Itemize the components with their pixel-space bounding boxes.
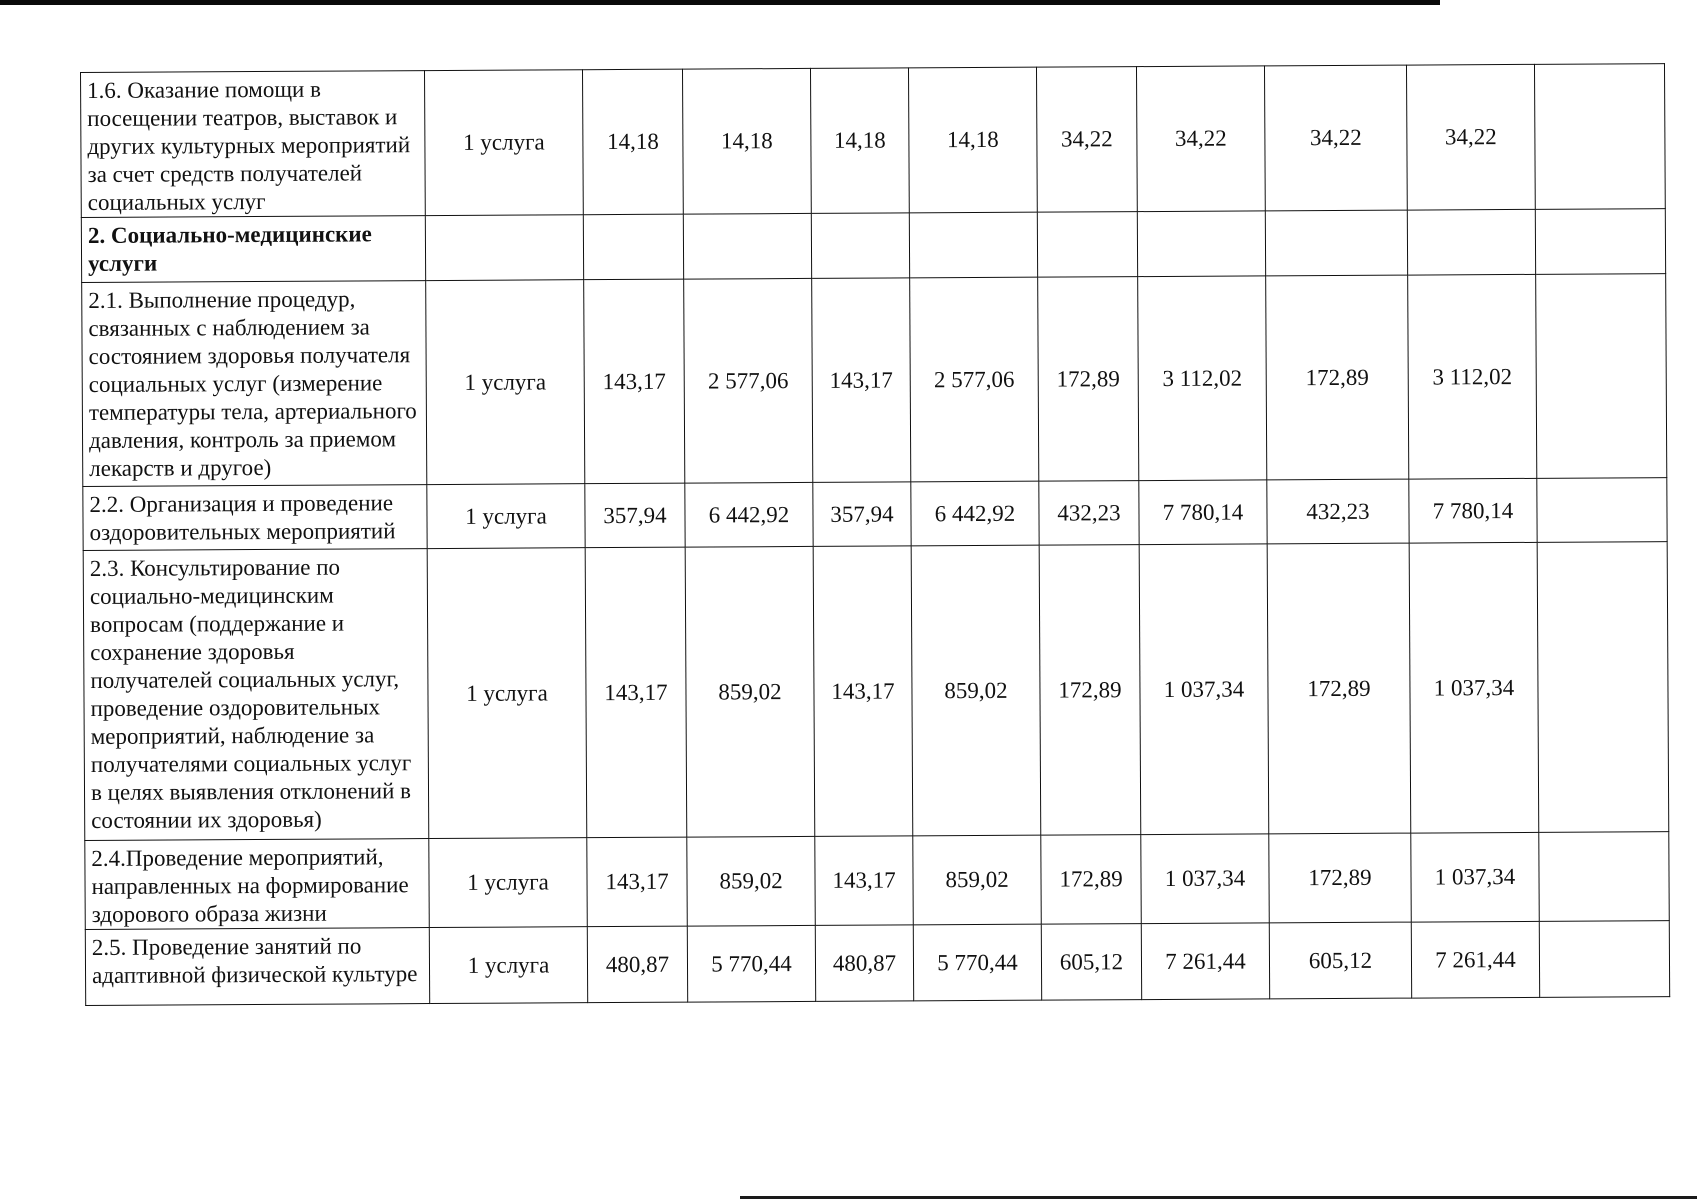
value-text: 143,17 bbox=[605, 868, 669, 895]
value-cell bbox=[1411, 832, 1539, 922]
value-text: 1 037,34 bbox=[1164, 865, 1246, 891]
value-cell bbox=[812, 278, 911, 483]
section-header-row bbox=[81, 209, 1665, 283]
value-text: 480,87 bbox=[605, 951, 670, 977]
value-cell bbox=[813, 546, 913, 837]
value-cell bbox=[815, 836, 913, 926]
table-row bbox=[82, 274, 1667, 487]
value-cell bbox=[582, 69, 683, 215]
value-text: 14,18 bbox=[606, 128, 659, 155]
value-text: 2 577,06 bbox=[933, 366, 1015, 392]
value-text: 1 037,34 bbox=[1434, 863, 1516, 890]
value-cell bbox=[1039, 481, 1139, 546]
unit-cell bbox=[429, 927, 587, 1004]
value-cell bbox=[1406, 64, 1535, 210]
value-cell bbox=[1267, 543, 1411, 834]
value-cell bbox=[1539, 832, 1669, 922]
unit-cell bbox=[426, 280, 585, 485]
value-cell bbox=[1137, 211, 1265, 277]
value-text: 859,02 bbox=[719, 868, 783, 894]
value-text: 172,89 bbox=[1307, 675, 1371, 701]
table-row bbox=[85, 832, 1669, 930]
service-name-cell bbox=[85, 928, 429, 1006]
value-text: 5 770,44 bbox=[711, 950, 792, 976]
value-cell bbox=[684, 278, 813, 483]
table-row bbox=[83, 542, 1669, 841]
document-page bbox=[80, 63, 1669, 1006]
value-cell bbox=[587, 926, 687, 1003]
value-text: 2 577,06 bbox=[707, 367, 789, 393]
unit-label: 1 услуга bbox=[464, 368, 547, 395]
service-name-cell bbox=[83, 485, 427, 551]
value-text: 480,87 bbox=[832, 949, 897, 976]
value-text: 14,18 bbox=[946, 126, 999, 153]
value-text: 859,02 bbox=[944, 677, 1008, 703]
value-text: 1 037,34 bbox=[1433, 674, 1515, 700]
unit-cell bbox=[424, 70, 583, 216]
value-text: 34,22 bbox=[1174, 125, 1227, 151]
unit-cell bbox=[427, 484, 585, 549]
value-cell bbox=[682, 68, 811, 214]
value-text: 605,12 bbox=[1059, 948, 1124, 975]
unit-cell bbox=[425, 215, 583, 281]
value-text: 357,94 bbox=[603, 502, 667, 528]
service-name-cell bbox=[81, 216, 425, 283]
value-cell bbox=[1038, 277, 1139, 482]
value-cell bbox=[1141, 834, 1269, 924]
service-name: 2.5. Проведение занятий по адаптивной физической культуре bbox=[91, 933, 418, 988]
value-cell bbox=[685, 546, 815, 837]
service-name: 2.4.Проведение мероприятий, направленных на формирование здорового образа жизни bbox=[91, 844, 409, 927]
value-text: 7 780,14 bbox=[1162, 499, 1244, 525]
value-cell bbox=[813, 482, 911, 547]
unit-cell bbox=[427, 548, 587, 839]
value-cell bbox=[1537, 478, 1667, 543]
value-cell bbox=[585, 547, 687, 838]
value-cell bbox=[1136, 66, 1265, 212]
value-cell bbox=[1037, 212, 1137, 278]
value-cell bbox=[584, 279, 685, 484]
service-name: 2. Социально-медицинские услуги bbox=[87, 221, 372, 276]
value-text: 7 261,44 bbox=[1435, 946, 1516, 972]
value-cell bbox=[683, 213, 811, 279]
unit-label: 1 услуга bbox=[467, 951, 550, 978]
value-text: 143,17 bbox=[831, 677, 895, 704]
value-cell bbox=[1267, 479, 1409, 544]
value-cell bbox=[687, 925, 815, 1002]
value-cell bbox=[1534, 64, 1665, 210]
value-cell bbox=[1139, 544, 1269, 835]
value-cell bbox=[908, 67, 1037, 213]
value-text: 172,89 bbox=[1305, 364, 1369, 390]
value-text: 7 261,44 bbox=[1165, 948, 1246, 974]
value-text: 14,18 bbox=[720, 128, 773, 154]
value-cell bbox=[1537, 542, 1669, 833]
service-name-cell bbox=[85, 839, 429, 930]
table-row bbox=[83, 478, 1667, 551]
value-text: 143,17 bbox=[832, 867, 896, 893]
service-name: 1.6. Оказание помощи в посещении театров, выставок и других культурных мероприятий за счет средств получателей социальных услуг bbox=[87, 76, 411, 215]
service-name-cell bbox=[83, 549, 429, 841]
value-cell bbox=[583, 214, 683, 280]
value-cell bbox=[1536, 274, 1667, 479]
value-text: 5 770,44 bbox=[937, 949, 1018, 975]
value-cell bbox=[910, 277, 1039, 482]
table-row bbox=[81, 64, 1666, 218]
value-text: 6 442,92 bbox=[934, 500, 1016, 526]
value-text: 172,89 bbox=[1059, 866, 1123, 892]
scan-edge-top bbox=[0, 0, 1440, 5]
value-cell bbox=[1041, 924, 1141, 1001]
unit-label: 1 услуга bbox=[467, 869, 549, 895]
table-body bbox=[81, 64, 1670, 1006]
unit-cell bbox=[429, 838, 587, 928]
value-text: 34,22 bbox=[1309, 124, 1362, 151]
value-text: 143,17 bbox=[604, 679, 668, 705]
value-text: 859,02 bbox=[718, 678, 782, 704]
value-cell bbox=[685, 482, 813, 547]
value-cell bbox=[1138, 276, 1267, 481]
value-text: 859,02 bbox=[945, 866, 1009, 893]
tariff-table bbox=[80, 63, 1670, 1006]
value-cell bbox=[810, 68, 909, 214]
service-name: 2.2. Организация и проведение оздоровительных мероприятий bbox=[89, 490, 396, 545]
service-name: 2.1. Выполнение процедур, связанных с наблюдением за состоянием здоровья получателя социальных услуг (измерение температуры тела, артериального давления, контроль за приемом лекарств и другое) bbox=[88, 286, 417, 481]
value-cell bbox=[1264, 65, 1407, 211]
unit-label: 1 услуга bbox=[463, 129, 545, 155]
value-cell bbox=[811, 213, 909, 279]
value-cell bbox=[1539, 921, 1669, 998]
value-text: 172,89 bbox=[1056, 365, 1120, 392]
value-text: 6 442,92 bbox=[708, 501, 790, 527]
value-text: 605,12 bbox=[1308, 947, 1373, 973]
value-text: 3 112,02 bbox=[1162, 365, 1243, 391]
value-cell bbox=[913, 835, 1041, 925]
value-cell bbox=[913, 924, 1041, 1001]
value-cell bbox=[1269, 833, 1411, 923]
value-cell bbox=[1036, 67, 1137, 213]
value-cell bbox=[587, 837, 687, 927]
value-text: 432,23 bbox=[1306, 498, 1370, 524]
value-cell bbox=[1407, 209, 1535, 275]
value-text: 14,18 bbox=[833, 127, 886, 153]
value-cell bbox=[1408, 274, 1537, 479]
value-text: 357,94 bbox=[830, 500, 894, 527]
value-text: 172,89 bbox=[1308, 864, 1372, 891]
value-text: 172,89 bbox=[1058, 676, 1122, 703]
value-cell bbox=[1409, 542, 1539, 833]
value-cell bbox=[1265, 210, 1407, 276]
value-cell bbox=[911, 545, 1041, 836]
value-cell bbox=[1041, 835, 1141, 925]
value-text: 432,23 bbox=[1057, 499, 1121, 526]
value-cell bbox=[1141, 923, 1269, 1000]
value-text: 143,17 bbox=[829, 366, 893, 393]
value-cell bbox=[1039, 545, 1141, 836]
table-row bbox=[85, 921, 1669, 1006]
unit-label: 1 услуга bbox=[466, 679, 548, 706]
value-cell bbox=[815, 925, 913, 1002]
value-cell bbox=[1269, 922, 1411, 999]
service-name: 2.3. Консультирование по социально-медицинским вопросам (поддержание и сохранение здоровья получателей социальных услуг, проведение оздоровительных мероприятий, наблюдение за получателями социальных услуг в целях выявления отклонений в состоянии их здоровья) bbox=[89, 554, 412, 833]
value-text: 34,22 bbox=[1060, 126, 1113, 152]
value-text: 143,17 bbox=[602, 368, 666, 394]
value-cell bbox=[585, 483, 685, 548]
value-text: 34,22 bbox=[1444, 124, 1497, 150]
value-cell bbox=[1409, 478, 1537, 543]
value-cell bbox=[1266, 275, 1409, 480]
value-text: 1 037,34 bbox=[1163, 676, 1245, 702]
value-cell bbox=[909, 212, 1037, 278]
value-cell bbox=[687, 836, 815, 926]
value-cell bbox=[1411, 921, 1539, 998]
value-cell bbox=[911, 481, 1039, 546]
service-name-cell bbox=[82, 281, 427, 487]
value-cell bbox=[1535, 209, 1665, 275]
value-cell bbox=[1139, 480, 1267, 545]
scan-edge-bottom bbox=[740, 1196, 1697, 1199]
value-text: 3 112,02 bbox=[1432, 363, 1513, 389]
unit-label: 1 услуга bbox=[465, 502, 547, 529]
service-name-cell bbox=[81, 71, 426, 218]
value-text: 7 780,14 bbox=[1432, 497, 1514, 523]
